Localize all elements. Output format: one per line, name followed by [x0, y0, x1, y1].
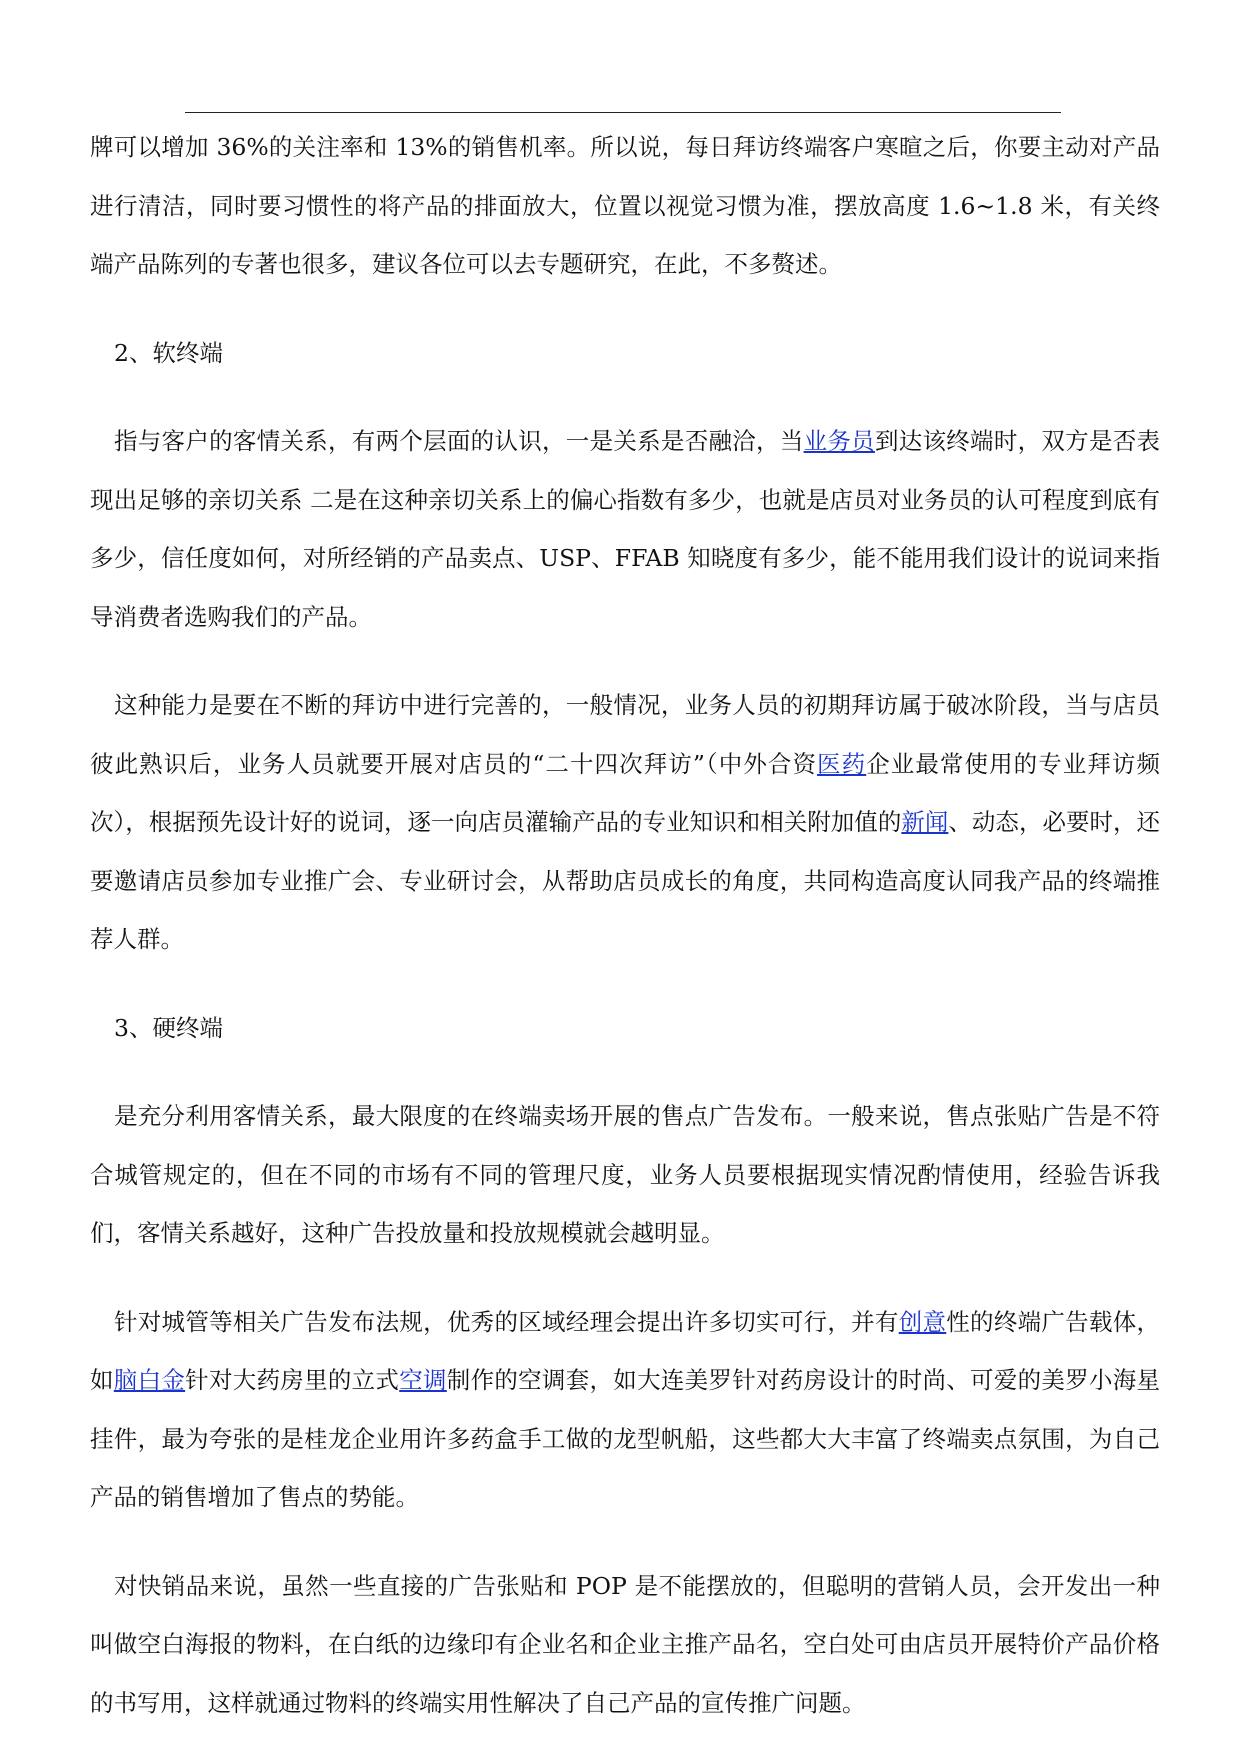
paragraph-text: 这种能力是要在不断的拜访中进行完善的，一般情况，业务人员的初期拜访属于破冰阶段，当与店员彼此熟识后，业务人员就要开展对店员的“二十四次拜访”（中外合资 [90, 691, 1160, 778]
paragraph-text: 是充分利用客情关系，最大限度的在终端卖场开展的售点广告发布。一般来说，售点张贴广告是不符合城管规定的，但在不同的市场有不同的管理尺度，业务人员要根据现实情况酌情使用，经验告诉我们，客情关系越好，这种广告投放量和投放规模就会越明显。 [90, 1102, 1160, 1247]
paragraph-text: 、动态，必要时，还要邀请店员参加专业推广会、专业研讨会，从帮助店员成长的角度，共同构造高度认同我产品的终端推荐人群。 [90, 808, 1161, 953]
paragraph-text: 制作的空调套，如大连美罗针对药房设计的时尚、可爱的美罗小海星挂件，最为夸张的是桂龙企业用许多药盒手工做的龙型帆船，这些都大大丰富了终端卖点氛围，为自己产品的销售增加了售点的势能。 [90, 1366, 1161, 1511]
header-rule [185, 112, 1061, 113]
paragraph [90, 1557, 1160, 1733]
inline-link[interactable]: 医药 [817, 749, 867, 778]
paragraph-text: 企业最常使用的专业拜访频次），根据预先设计好的说词，逐一向店员灌输产品的专业知识和相关附加值的 [90, 749, 1161, 836]
paragraph [90, 1087, 1160, 1263]
inline-link[interactable]: 业务员 [803, 427, 875, 455]
paragraph-text: 针对大药房里的立式 [185, 1366, 400, 1394]
paragraph [90, 412, 1160, 646]
paragraph-text: 对快销品来说，虽然一些直接的广告张贴和 POP 是不能摆放的，但聪明的营销人员，会开发出一种叫做空白海报的物料，在白纸的边缘印有企业名和企业主推产品名，空白处可由店员开展特价产品价格的书写用，这样就通过物料的终端实用性解决了自己产品的宣传推广问题。 [90, 1571, 1160, 1717]
paragraph-text: 牌可以增加 36%的关注率和 13%的销售机率。所以说，每日拜访终端客户寒暄之后，你要主动对产品进行清洁，同时要习惯性的将产品的排面放大，位置以视觉习惯为准，摆放高度 1.6~1.8 米，有关终端产品陈列的专著也很多，建议各位可以去专题研究，在此，不多赘述。 [90, 133, 1160, 278]
document-body [90, 118, 1160, 1732]
paragraph-text: 3、硬终端 [114, 1013, 223, 1042]
inline-link[interactable]: 新闻 [901, 808, 949, 836]
paragraph [90, 1293, 1160, 1527]
section-heading [90, 999, 1160, 1058]
paragraph-text: 针对城管等相关广告发布法规，优秀的区域经理会提出许多切实可行，并有 [114, 1307, 899, 1336]
paragraph [90, 118, 1160, 294]
paragraph-text: 性的终端广告载体，如 [90, 1307, 1161, 1394]
paragraph [90, 676, 1160, 969]
section-heading [90, 324, 1160, 383]
paragraph-text: 指与客户的客情关系，有两个层面的认识，一是关系是否融洽，当 [114, 427, 804, 455]
inline-link[interactable]: 空调 [399, 1366, 447, 1394]
paragraph-text: 到达该终端时，双方是否表现出足够的亲切关系 二是在这种亲切关系上的偏心指数有多少，也就是店员对业务员的认可程度到底有多少，信任度如何，对所经销的产品卖点、USP、FFAB 知晓度有多少，能不能用我们设计的说词来指导消费者选购我们的产品。 [90, 427, 1161, 631]
paragraph-text: 2、软终端 [114, 338, 223, 367]
inline-link[interactable]: 脑白金 [113, 1366, 186, 1394]
inline-link[interactable]: 创意 [898, 1307, 947, 1336]
